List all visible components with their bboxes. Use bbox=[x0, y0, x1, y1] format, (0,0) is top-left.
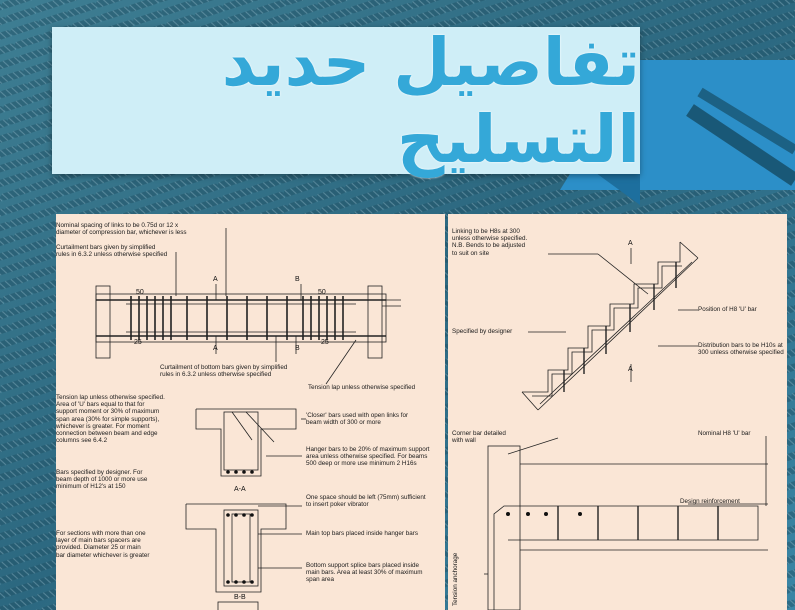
section-mark-b-top: B bbox=[295, 276, 300, 283]
note-nominal-u-bar: Nominal H8 'U' bar bbox=[698, 430, 751, 437]
title-banner bbox=[52, 23, 640, 178]
note-corner-bar: Corner bar detailed with wall bbox=[452, 430, 506, 445]
note-main-top-bars: Main top bars placed inside hanger bars bbox=[306, 530, 419, 537]
note-bars-designer: Bars specified by designer. For beam depth of 1000 or more use minimum of H12's at 150 bbox=[56, 469, 148, 491]
note-linking: Linking to be H8s at 300 unless otherwise specified. N.B. Bends to be adjusted to suit on site bbox=[452, 228, 528, 257]
note-poker-gap: One space should be left (75mm) sufficient to insert poker vibrator bbox=[306, 494, 426, 509]
dim-25-right: 25 bbox=[321, 339, 329, 346]
note-design-reinforcement: Design reinforcement bbox=[680, 498, 740, 505]
note-closer-bars: 'Closer' bars used with open links for beam width of 300 or more bbox=[306, 412, 409, 427]
note-hanger-bars: Hanger bars to be 20% of maximum support area unless otherwise specified. For beams 500 deep or more use minimum 2 H16s bbox=[306, 446, 430, 468]
note-specified-designer: Specified by designer bbox=[452, 328, 513, 335]
note-sections-layers: For sections with more than one layer of main bars spacers are provided. Diameter 25 or main bar diameter whichever is greater bbox=[56, 530, 150, 559]
beam-detail-sheet bbox=[56, 214, 445, 610]
note-tension-lap: Tension lap unless otherwise specified bbox=[308, 384, 416, 391]
dim-50-right: 50 bbox=[318, 289, 326, 296]
note-tension-anchorage: Tension anchorage bbox=[452, 552, 459, 606]
section-label-aa: A-A bbox=[234, 486, 246, 493]
stair-detail-sheet bbox=[448, 214, 787, 610]
section-label-bb: B-B bbox=[234, 594, 246, 601]
dim-25-left: 25 bbox=[134, 339, 142, 346]
stair-section-mark-top: A bbox=[628, 240, 633, 247]
section-mark-a-bottom: A bbox=[213, 345, 218, 352]
note-curtailment-top: Curtailment bars given by simplified rules in 6.3.2 unless otherwise specified bbox=[56, 244, 168, 259]
section-mark-a-top: A bbox=[213, 276, 218, 283]
note-links-spacing: Nominal spacing of links to be 0.75d or 12 x diameter of compression bar, whichever is less bbox=[56, 222, 187, 237]
note-curtailment-bottom: Curtailment of bottom bars given by simplified rules in 6.3.2 unless otherwise specified bbox=[160, 364, 288, 379]
note-distribution-bars: Distribution bars to be H10s at 300 unless otherwise specified bbox=[698, 342, 784, 357]
note-position-u-bar: Position of H8 'U' bar bbox=[698, 306, 757, 313]
note-bottom-splice: Bottom support splice bars placed inside main bars. Area at least 30% of maximum span area bbox=[306, 562, 423, 584]
page-title: تفاصيل حديد التسليح bbox=[221, 23, 640, 178]
stair-section-mark-bottom: A bbox=[628, 366, 633, 373]
note-tension-lap-u-bars: Tension lap unless otherwise specified. Area of 'U' bars equal to that for support moment or 30% of maximum span area (30% for simple supports), whichever is greater. For moment connection between beam and edge columns see 6.4.2 bbox=[56, 394, 165, 445]
section-mark-b-bottom: B bbox=[295, 345, 300, 352]
stair-detail-drawing bbox=[448, 214, 787, 610]
dim-50-left: 50 bbox=[136, 289, 144, 296]
